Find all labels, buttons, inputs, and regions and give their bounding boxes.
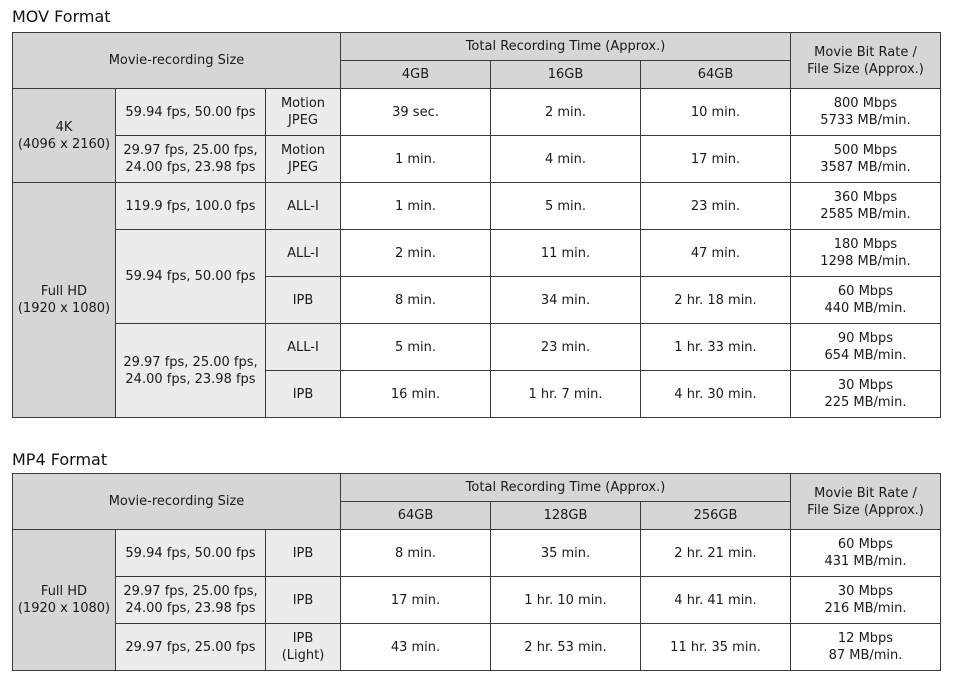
compression-cell: IPB — [266, 530, 341, 577]
recording-time-cell: 1 min. — [341, 136, 491, 183]
compression-cell: Motion JPEG — [266, 89, 341, 136]
recording-time-cell: 1 hr. 10 min. — [491, 577, 641, 624]
frame-rate-cell: 29.97 fps, 25.00 fps, 24.00 fps, 23.98 fps — [116, 324, 266, 418]
frame-rate-cell: 59.94 fps, 50.00 fps — [116, 230, 266, 324]
bitrate-cell: 180 Mbps 1298 MB/min. — [791, 230, 941, 277]
header-card-capacity: 64GB — [341, 502, 491, 530]
header-recording-size: Movie-recording Size — [13, 474, 341, 530]
bitrate-cell: 500 Mbps 3587 MB/min. — [791, 136, 941, 183]
recording-time-cell: 39 sec. — [341, 89, 491, 136]
bitrate-cell: 90 Mbps 654 MB/min. — [791, 324, 941, 371]
header-bitrate-filesize: Movie Bit Rate / File Size (Approx.) — [791, 33, 941, 89]
recording-time-cell: 2 min. — [491, 89, 641, 136]
recording-time-cell: 1 hr. 33 min. — [641, 324, 791, 371]
header-recording-size: Movie-recording Size — [13, 33, 341, 89]
frame-rate-cell: 29.97 fps, 25.00 fps, 24.00 fps, 23.98 fps — [116, 577, 266, 624]
recording-time-cell: 11 min. — [491, 230, 641, 277]
resolution-group-label: 4K (4096 x 2160) — [13, 89, 116, 183]
recording-time-cell: 8 min. — [341, 530, 491, 577]
recording-time-cell: 5 min. — [341, 324, 491, 371]
header-total-recording-time: Total Recording Time (Approx.) — [341, 474, 791, 502]
recording-time-cell: 2 min. — [341, 230, 491, 277]
header-card-capacity: 256GB — [641, 502, 791, 530]
recording-time-cell: 43 min. — [341, 624, 491, 671]
compression-cell: IPB — [266, 277, 341, 324]
header-card-capacity: 4GB — [341, 61, 491, 89]
recording-time-cell: 47 min. — [641, 230, 791, 277]
recording-time-cell: 4 hr. 41 min. — [641, 577, 791, 624]
compression-cell: IPB — [266, 577, 341, 624]
frame-rate-cell: 29.97 fps, 25.00 fps, 24.00 fps, 23.98 fps — [116, 136, 266, 183]
recording-time-cell: 8 min. — [341, 277, 491, 324]
frame-rate-cell: 29.97 fps, 25.00 fps — [116, 624, 266, 671]
mov-recording-table — [12, 32, 941, 418]
recording-time-cell: 4 min. — [491, 136, 641, 183]
resolution-group-label: Full HD (1920 x 1080) — [13, 183, 116, 418]
recording-time-cell: 17 min. — [341, 577, 491, 624]
recording-time-cell: 2 hr. 18 min. — [641, 277, 791, 324]
compression-cell: ALL-I — [266, 183, 341, 230]
recording-time-cell: 2 hr. 53 min. — [491, 624, 641, 671]
frame-rate-cell: 119.9 fps, 100.0 fps — [116, 183, 266, 230]
compression-cell: ALL-I — [266, 324, 341, 371]
bitrate-cell: 60 Mbps 431 MB/min. — [791, 530, 941, 577]
compression-cell: ALL-I — [266, 230, 341, 277]
mp4-recording-table — [12, 473, 941, 671]
recording-time-cell: 17 min. — [641, 136, 791, 183]
compression-cell: IPB (Light) — [266, 624, 341, 671]
header-card-capacity: 64GB — [641, 61, 791, 89]
mov-section-title: MOV Format — [12, 7, 111, 26]
bitrate-cell: 30 Mbps 225 MB/min. — [791, 371, 941, 418]
mp4-section-title: MP4 Format — [12, 450, 108, 469]
recording-time-cell: 23 min. — [641, 183, 791, 230]
header-total-recording-time: Total Recording Time (Approx.) — [341, 33, 791, 61]
bitrate-cell: 360 Mbps 2585 MB/min. — [791, 183, 941, 230]
compression-cell: IPB — [266, 371, 341, 418]
recording-time-cell: 16 min. — [341, 371, 491, 418]
header-card-capacity: 128GB — [491, 502, 641, 530]
recording-time-cell: 2 hr. 21 min. — [641, 530, 791, 577]
resolution-group-label: Full HD (1920 x 1080) — [13, 530, 116, 671]
bitrate-cell: 800 Mbps 5733 MB/min. — [791, 89, 941, 136]
frame-rate-cell: 59.94 fps, 50.00 fps — [116, 530, 266, 577]
frame-rate-cell: 59.94 fps, 50.00 fps — [116, 89, 266, 136]
recording-time-cell: 1 min. — [341, 183, 491, 230]
bitrate-cell: 60 Mbps 440 MB/min. — [791, 277, 941, 324]
recording-time-cell: 5 min. — [491, 183, 641, 230]
recording-time-cell: 4 hr. 30 min. — [641, 371, 791, 418]
recording-time-cell: 23 min. — [491, 324, 641, 371]
recording-time-cell: 11 hr. 35 min. — [641, 624, 791, 671]
bitrate-cell: 12 Mbps 87 MB/min. — [791, 624, 941, 671]
header-bitrate-filesize: Movie Bit Rate / File Size (Approx.) — [791, 474, 941, 530]
bitrate-cell: 30 Mbps 216 MB/min. — [791, 577, 941, 624]
compression-cell: Motion JPEG — [266, 136, 341, 183]
recording-time-cell: 35 min. — [491, 530, 641, 577]
header-card-capacity: 16GB — [491, 61, 641, 89]
recording-time-cell: 10 min. — [641, 89, 791, 136]
recording-time-cell: 34 min. — [491, 277, 641, 324]
recording-time-cell: 1 hr. 7 min. — [491, 371, 641, 418]
